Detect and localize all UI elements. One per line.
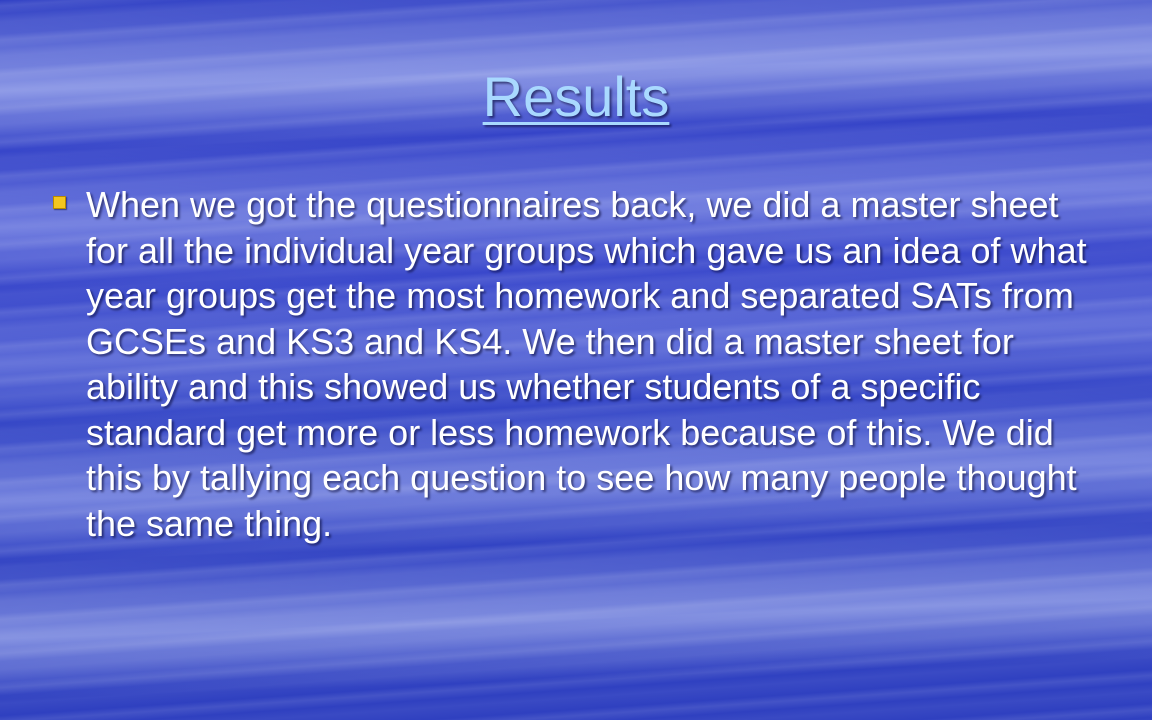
bullet-text: When we got the questionnaires back, we did a master sheet for all the individual year groups which gave us an idea of what year groups get the most homework and separated SATs from GCSEs and KS3 and KS4. We then did a master sheet for ability and this showed us whether students of a specific standard get more or less homework because of this. We did this by tallying each question to see how many people thought the same thing.	[86, 184, 1087, 544]
bullet-list	[48, 182, 1098, 546]
square-bullet-icon	[53, 196, 66, 209]
slide-title: Results	[482, 65, 670, 128]
list-item	[48, 182, 1098, 546]
